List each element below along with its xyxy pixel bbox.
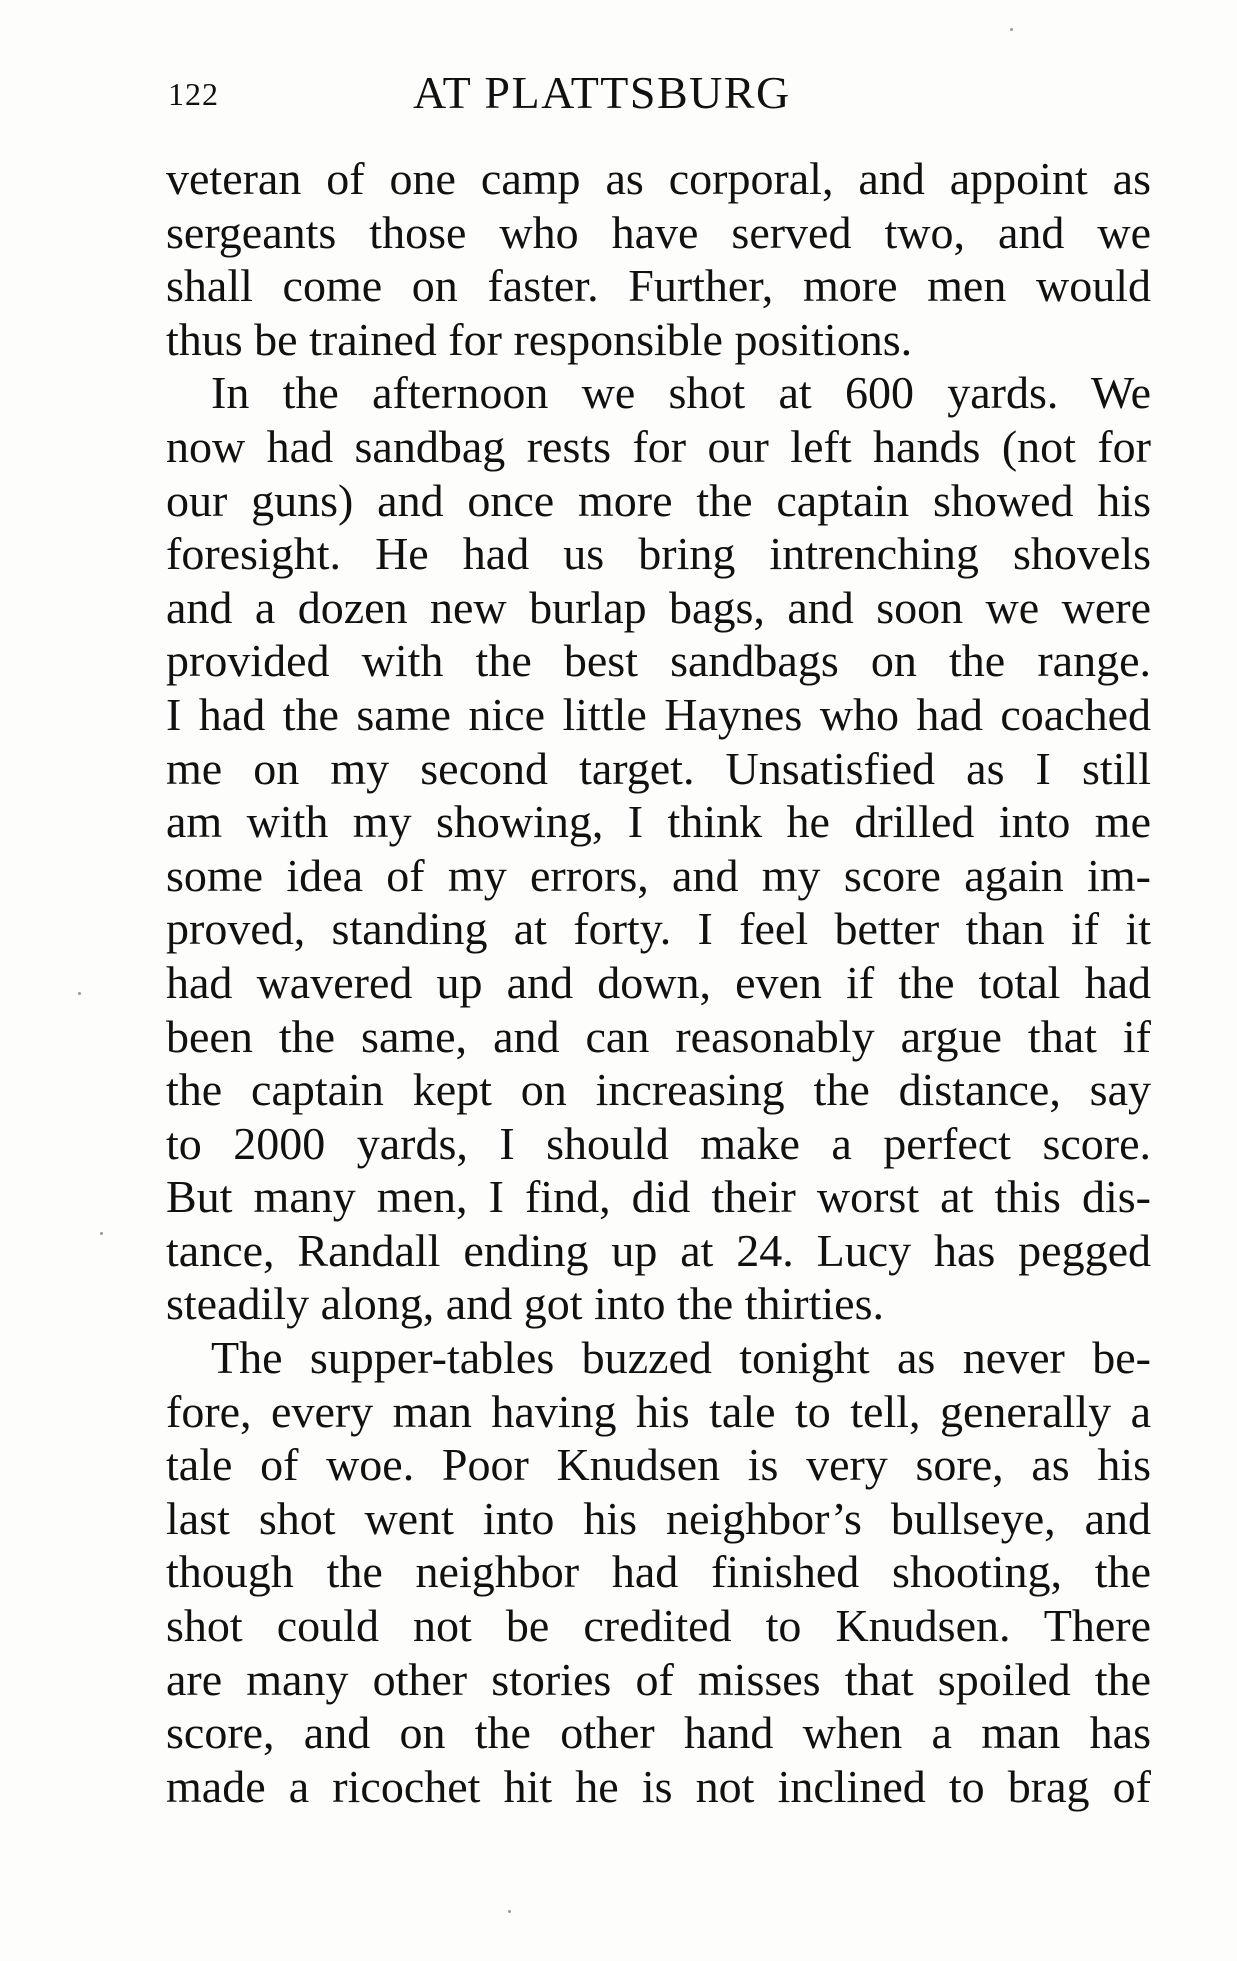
text-line: and a dozen new burlap bags, and soon we were bbox=[166, 581, 1151, 633]
text-line: had wavered up and down, even if the total had bbox=[166, 956, 1151, 1008]
text-line: the captain kept on increasing the distance, say bbox=[166, 1064, 1151, 1116]
body-text bbox=[166, 152, 1151, 1813]
text-line: some idea of my errors, and my score again im- bbox=[166, 849, 1151, 901]
text-line: thus be trained for responsible positions. bbox=[166, 313, 913, 365]
text-line: am with my showing, I think he drilled into me bbox=[166, 796, 1151, 848]
text-line: veteran of one camp as corporal, and appoint as bbox=[166, 153, 1151, 204]
text-line: But many men, I find, did their worst at this dis- bbox=[166, 1171, 1151, 1223]
scan-speck bbox=[78, 992, 81, 995]
text-line: shot could not be credited to Knudsen. There bbox=[166, 1600, 1151, 1652]
paragraph-1 bbox=[166, 152, 1151, 366]
text-line: been the same, and can reasonably argue that if bbox=[166, 1010, 1151, 1062]
text-line: now had sandbag rests for our left hands (not for bbox=[166, 420, 1151, 472]
text-line: fore, every man having his tale to tell, generally a bbox=[166, 1385, 1151, 1437]
text-line: foresight. He had us bring intrenching shovels bbox=[166, 528, 1151, 580]
running-title: AT PLATTSBURG bbox=[413, 67, 791, 118]
text-line: proved, standing at forty. I feel better than if it bbox=[166, 903, 1151, 955]
text-line: provided with the best sandbags on the range. bbox=[166, 635, 1151, 687]
paragraph-3 bbox=[166, 1331, 1151, 1813]
text-line: shall come on faster. Further, more men would bbox=[166, 260, 1151, 312]
text-line: last shot went into his neighbor’s bullseye, and bbox=[166, 1492, 1151, 1544]
text-line: The supper-tables buzzed tonight as never be- bbox=[211, 1332, 1151, 1384]
text-line: to 2000 yards, I should make a perfect score. bbox=[166, 1117, 1151, 1169]
text-line: our guns) and once more the captain showed his bbox=[166, 474, 1151, 526]
text-line: are many other stories of misses that spoiled the bbox=[166, 1653, 1151, 1705]
scan-speck bbox=[508, 1910, 511, 1913]
text-line: steadily along, and got into the thirties. bbox=[166, 1278, 884, 1330]
text-line: I had the same nice little Haynes who had coached bbox=[166, 688, 1151, 740]
text-line: made a ricochet hit he is not inclined to brag of bbox=[166, 1760, 1151, 1812]
scan-speck bbox=[1010, 28, 1013, 31]
running-head bbox=[168, 66, 1148, 126]
page-number: 122 bbox=[168, 76, 219, 112]
text-line: tance, Randall ending up at 24. Lucy has pegged bbox=[166, 1224, 1151, 1276]
text-line: sergeants those who have served two, and we bbox=[166, 206, 1151, 258]
text-line: score, and on the other hand when a man has bbox=[166, 1707, 1151, 1759]
paragraph-2 bbox=[166, 366, 1151, 1331]
text-line: though the neighbor had finished shooting, the bbox=[166, 1546, 1151, 1598]
text-line: me on my second target. Unsatisfied as I still bbox=[166, 742, 1151, 794]
text-line: In the afternoon we shot at 600 yards. We bbox=[211, 367, 1151, 419]
text-line: tale of woe. Poor Knudsen is very sore, as his bbox=[166, 1439, 1151, 1491]
scan-speck bbox=[100, 1232, 103, 1235]
